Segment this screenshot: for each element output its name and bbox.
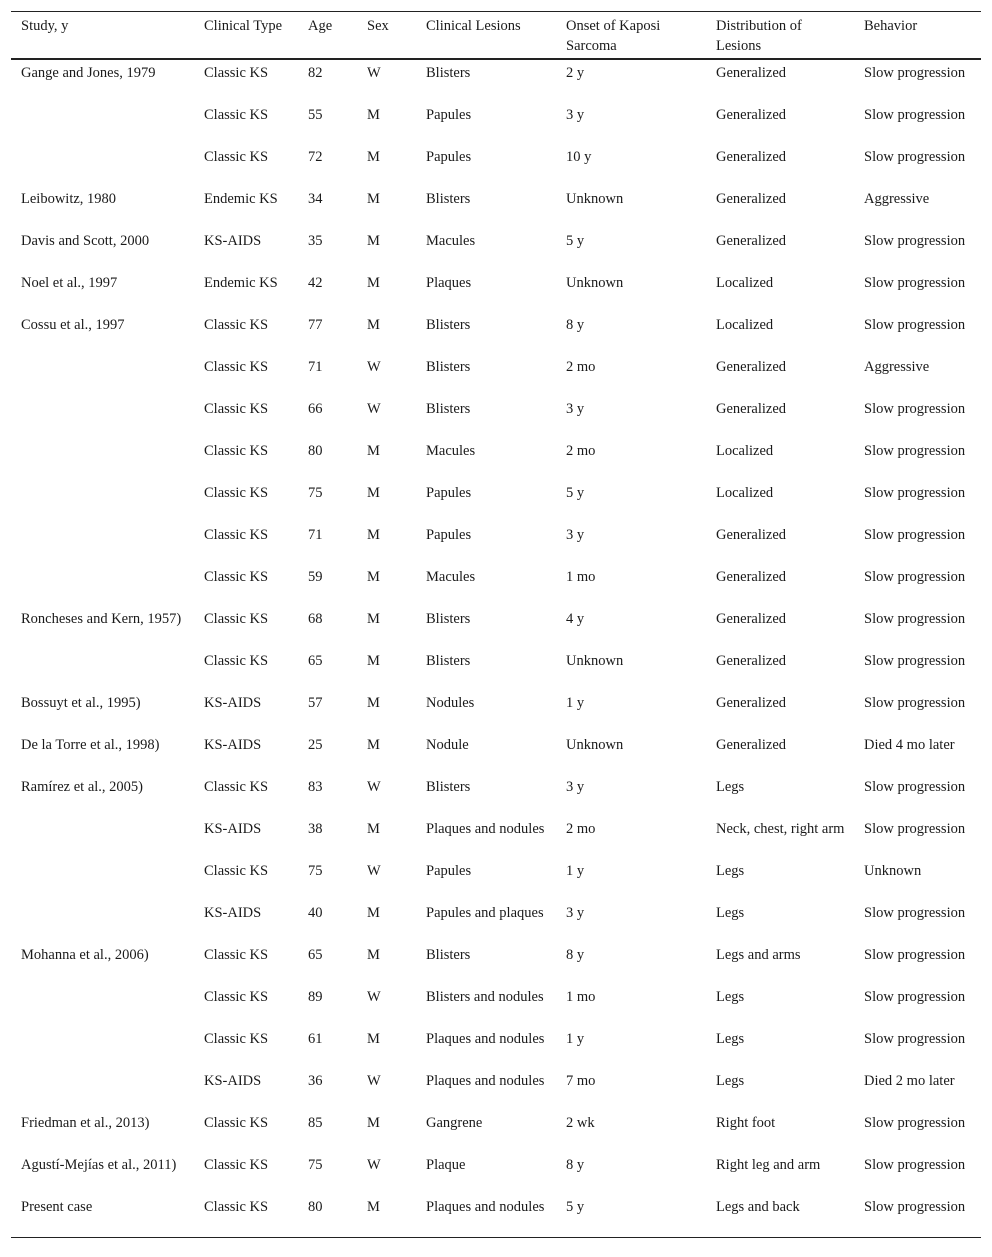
cell-onset: 8 y [566,317,585,333]
cell-clinical-type: KS-AIDS [204,737,262,753]
cell-clinical-type: Classic KS [204,569,269,585]
cell-age: 75 [308,863,323,879]
cell-onset: 3 y [566,905,585,921]
cell-behavior: Slow progression [864,1115,966,1131]
cell-clinical-type: KS-AIDS [204,905,262,921]
header-clinical-lesions: Clinical Lesions [426,18,521,34]
cell-clinical-lesions: Plaques and nodules [426,1073,545,1089]
cell-study: Noel et al., 1997 [21,275,118,291]
table-row [11,985,981,1027]
table-header-row [11,12,981,60]
cell-behavior: Aggressive [864,191,930,207]
cell-sex: M [367,191,380,207]
cell-study: Roncheses and Kern, 1957) [21,611,182,627]
cell-clinical-lesions: Papules [426,149,472,165]
cell-study [11,817,194,859]
cell-clinical-type: Classic KS [204,989,269,1005]
cell-age: 80 [308,443,323,459]
cell-clinical-type: Classic KS [204,149,269,165]
cell-onset: 2 mo [566,359,596,375]
cell-age: 66 [308,401,323,417]
cell-clinical-lesions: Papules [426,527,472,543]
cell-age: 36 [308,1073,323,1089]
cell-age: 77 [308,317,323,333]
cell-behavior: Aggressive [864,359,930,375]
table-row [11,1111,981,1153]
cell-clinical-lesions: Plaque [426,1157,466,1173]
cell-sex: M [367,275,380,291]
cell-study: Agustí-Mejías et al., 2011) [21,1157,177,1173]
cell-distribution: Right foot [716,1115,776,1131]
table-row [11,481,981,523]
cell-clinical-lesions: Plaques [426,275,472,291]
cell-onset: Unknown [566,653,624,669]
header-clinical-type: Clinical Type [204,18,283,34]
cell-distribution: Neck, chest, right arm [716,821,845,837]
cell-distribution: Generalized [716,695,787,711]
table-row [11,1195,981,1238]
cell-clinical-lesions: Blisters [426,653,471,669]
cell-age: 68 [308,611,323,627]
cell-sex: M [367,569,380,585]
cell-distribution: Legs [716,989,745,1005]
cell-onset: 1 mo [566,569,596,585]
table-row [11,59,981,103]
table-row [11,1153,981,1195]
cell-onset: 4 y [566,611,585,627]
table-row [11,103,981,145]
table-row [11,523,981,565]
table-row [11,355,981,397]
cell-distribution: Generalized [716,653,787,669]
cell-behavior: Died 4 mo later [864,737,955,753]
cell-clinical-lesions: Blisters [426,191,471,207]
cell-distribution: Generalized [716,65,787,81]
cell-age: 89 [308,989,323,1005]
cell-behavior: Slow progression [864,107,966,123]
cell-sex: M [367,1199,380,1215]
cell-distribution: Legs [716,863,745,879]
cell-clinical-lesions: Blisters [426,779,471,795]
cell-sex: W [367,779,381,795]
cell-clinical-type: Classic KS [204,611,269,627]
cell-sex: M [367,233,380,249]
cell-clinical-lesions: Plaques and nodules [426,821,545,837]
cell-sex: W [367,1073,381,1089]
cell-study [11,901,194,943]
cell-sex: M [367,737,380,753]
cell-age: 61 [308,1031,323,1047]
cell-onset: 1 y [566,1031,585,1047]
cell-clinical-lesions: Blisters [426,401,471,417]
cell-clinical-type: KS-AIDS [204,1073,262,1089]
cell-clinical-type: Classic KS [204,359,269,375]
cell-onset: 1 y [566,695,585,711]
cell-age: 25 [308,737,323,753]
cell-distribution: Localized [716,443,774,459]
cell-study [11,355,194,397]
cell-study [11,649,194,691]
table-row [11,229,981,271]
cell-study: Davis and Scott, 2000 [21,233,150,249]
cell-clinical-type: Endemic KS [204,275,278,291]
cell-behavior: Slow progression [864,989,966,1005]
cell-study [11,397,194,439]
cell-clinical-type: KS-AIDS [204,821,262,837]
table-row [11,1069,981,1111]
table-row [11,397,981,439]
cell-behavior: Died 2 mo later [864,1073,955,1089]
header-age: Age [308,18,333,34]
cell-onset: 5 y [566,485,585,501]
cell-study: Bossuyt et al., 1995) [21,695,141,711]
cell-study: Leibowitz, 1980 [21,191,117,207]
cell-age: 71 [308,527,323,543]
cell-behavior: Slow progression [864,401,966,417]
cell-clinical-lesions: Blisters [426,65,471,81]
cell-clinical-type: KS-AIDS [204,695,262,711]
cell-clinical-type: Classic KS [204,779,269,795]
cell-age: 35 [308,233,323,249]
cell-clinical-type: Classic KS [204,65,269,81]
cell-age: 83 [308,779,323,795]
cell-sex: M [367,695,380,711]
cell-distribution: Legs [716,905,745,921]
cell-onset: 3 y [566,527,585,543]
cell-clinical-type: Classic KS [204,863,269,879]
table-body [11,59,981,1238]
cell-age: 42 [308,275,323,291]
cell-behavior: Slow progression [864,947,966,963]
cell-behavior: Slow progression [864,569,966,585]
cell-behavior: Slow progression [864,527,966,543]
cell-age: 34 [308,191,323,207]
cell-sex: M [367,1115,380,1131]
cell-age: 85 [308,1115,323,1131]
cell-age: 40 [308,905,323,921]
cell-distribution: Legs [716,1031,745,1047]
cell-study [11,985,194,1027]
cell-clinical-type: Classic KS [204,401,269,417]
cell-sex: M [367,149,380,165]
cell-behavior: Slow progression [864,695,966,711]
cell-onset: 2 mo [566,821,596,837]
table-row [11,187,981,229]
cell-clinical-lesions: Blisters and nodules [426,989,544,1005]
cell-distribution: Legs and back [716,1199,800,1215]
cell-behavior: Slow progression [864,905,966,921]
table-row [11,607,981,649]
cell-age: 65 [308,653,323,669]
cell-sex: W [367,359,381,375]
cell-onset: 1 mo [566,989,596,1005]
cell-sex: M [367,317,380,333]
cell-behavior: Unknown [864,863,922,879]
cell-behavior: Slow progression [864,233,966,249]
cell-age: 65 [308,947,323,963]
cell-clinical-type: Classic KS [204,443,269,459]
cell-clinical-lesions: Nodule [426,737,469,753]
cell-sex: M [367,107,380,123]
cell-clinical-type: Classic KS [204,653,269,669]
cell-distribution: Generalized [716,737,787,753]
cell-clinical-lesions: Plaques and nodules [426,1199,545,1215]
cell-age: 82 [308,65,323,81]
cell-age: 57 [308,695,323,711]
cell-onset: 2 wk [566,1115,595,1131]
cell-behavior: Slow progression [864,611,966,627]
cell-clinical-lesions: Papules [426,107,472,123]
cell-study: Gange and Jones, 1979 [21,65,156,81]
table-row [11,943,981,985]
cell-onset: 10 y [566,149,592,165]
cell-distribution: Localized [716,317,774,333]
cell-onset: 2 mo [566,443,596,459]
table-row [11,145,981,187]
cell-clinical-lesions: Gangrene [426,1115,483,1131]
cell-sex: W [367,863,381,879]
cell-clinical-lesions: Blisters [426,947,471,963]
cell-study [11,481,194,523]
header-sex: Sex [367,18,389,34]
cell-clinical-type: KS-AIDS [204,233,262,249]
cell-clinical-type: Classic KS [204,107,269,123]
table-row [11,817,981,859]
cell-distribution: Generalized [716,359,787,375]
table-row [11,901,981,943]
table-row [11,313,981,355]
table-row [11,733,981,775]
cell-study [11,439,194,481]
cell-study: Friedman et al., 2013) [21,1115,150,1131]
cell-behavior: Slow progression [864,1157,966,1173]
cell-onset: Unknown [566,275,624,291]
cell-distribution: Generalized [716,233,787,249]
cell-sex: M [367,1031,380,1047]
cell-age: 59 [308,569,323,585]
cell-distribution: Generalized [716,527,787,543]
cell-age: 71 [308,359,323,375]
table-row [11,439,981,481]
cell-behavior: Slow progression [864,653,966,669]
cell-clinical-lesions: Blisters [426,317,471,333]
header-onset: Onset of Kaposi Sarcoma [566,18,661,54]
cell-distribution: Generalized [716,401,787,417]
cell-behavior: Slow progression [864,149,966,165]
cell-sex: W [367,401,381,417]
cell-study [11,145,194,187]
cell-behavior: Slow progression [864,779,966,795]
cell-clinical-lesions: Blisters [426,611,471,627]
kaposi-sarcoma-case-table [11,11,981,1238]
table-row [11,565,981,607]
cell-behavior: Slow progression [864,821,966,837]
cell-study [11,1069,194,1111]
header-distribution: Distribution of Lesions [716,18,802,54]
cell-behavior: Slow progression [864,65,966,81]
cell-sex: M [367,527,380,543]
cell-clinical-type: Classic KS [204,527,269,543]
cell-study: Cossu et al., 1997 [21,317,125,333]
cell-study: Mohanna et al., 2006) [21,947,149,963]
cell-onset: 2 y [566,65,585,81]
cell-sex: W [367,989,381,1005]
cell-clinical-lesions: Macules [426,233,476,249]
cell-clinical-lesions: Macules [426,443,476,459]
cell-clinical-type: Classic KS [204,1031,269,1047]
cell-clinical-type: Endemic KS [204,191,278,207]
cell-distribution: Generalized [716,611,787,627]
cell-clinical-type: Classic KS [204,947,269,963]
header-study: Study, y [21,18,69,34]
cell-onset: Unknown [566,191,624,207]
cell-onset: 3 y [566,779,585,795]
cell-clinical-lesions: Papules [426,863,472,879]
cell-sex: M [367,905,380,921]
cell-clinical-lesions: Blisters [426,359,471,375]
cell-behavior: Slow progression [864,1199,966,1215]
cell-behavior: Slow progression [864,317,966,333]
cell-onset: 3 y [566,401,585,417]
cell-behavior: Slow progression [864,443,966,459]
cell-onset: Unknown [566,737,624,753]
cell-sex: W [367,1157,381,1173]
cell-clinical-type: Classic KS [204,1199,269,1215]
cell-clinical-lesions: Papules [426,485,472,501]
cell-study: Ramírez et al., 2005) [21,779,143,795]
cell-onset: 1 y [566,863,585,879]
cell-sex: M [367,821,380,837]
cell-age: 75 [308,1157,323,1173]
cell-distribution: Legs and arms [716,947,801,963]
cell-distribution: Generalized [716,191,787,207]
table-row [11,1027,981,1069]
cell-study [11,859,194,901]
table-row [11,859,981,901]
cell-sex: M [367,947,380,963]
cell-clinical-lesions: Macules [426,569,476,585]
cell-onset: 3 y [566,107,585,123]
cell-distribution: Legs [716,779,745,795]
cell-sex: M [367,611,380,627]
cell-sex: M [367,443,380,459]
cell-study [11,103,194,145]
cell-age: 80 [308,1199,323,1215]
cell-behavior: Slow progression [864,275,966,291]
cell-onset: 8 y [566,1157,585,1173]
cell-study [11,1027,194,1069]
cell-study [11,523,194,565]
table-row [11,775,981,817]
cell-study: Present case [21,1199,93,1215]
cell-onset: 5 y [566,233,585,249]
cell-distribution: Localized [716,485,774,501]
cell-distribution: Generalized [716,107,787,123]
cell-onset: 5 y [566,1199,585,1215]
cell-clinical-lesions: Nodules [426,695,475,711]
cell-distribution: Generalized [716,569,787,585]
cell-clinical-lesions: Plaques and nodules [426,1031,545,1047]
cell-distribution: Localized [716,275,774,291]
cell-age: 55 [308,107,323,123]
cell-study [11,565,194,607]
table-row [11,691,981,733]
cell-clinical-type: Classic KS [204,485,269,501]
cell-distribution: Right leg and arm [716,1157,821,1173]
cell-behavior: Slow progression [864,485,966,501]
cell-study: De la Torre et al., 1998) [21,737,160,753]
cell-clinical-type: Classic KS [204,317,269,333]
cell-sex: W [367,65,381,81]
table-row [11,271,981,313]
cell-clinical-lesions: Papules and plaques [426,905,544,921]
cell-distribution: Generalized [716,149,787,165]
cell-age: 75 [308,485,323,501]
cell-sex: M [367,485,380,501]
cell-distribution: Legs [716,1073,745,1089]
cell-age: 38 [308,821,323,837]
cell-sex: M [367,653,380,669]
cell-clinical-type: Classic KS [204,1115,269,1131]
cell-clinical-type: Classic KS [204,1157,269,1173]
cell-age: 72 [308,149,323,165]
cell-behavior: Slow progression [864,1031,966,1047]
table-row [11,649,981,691]
cell-onset: 7 mo [566,1073,596,1089]
cell-onset: 8 y [566,947,585,963]
header-behavior: Behavior [864,18,918,34]
